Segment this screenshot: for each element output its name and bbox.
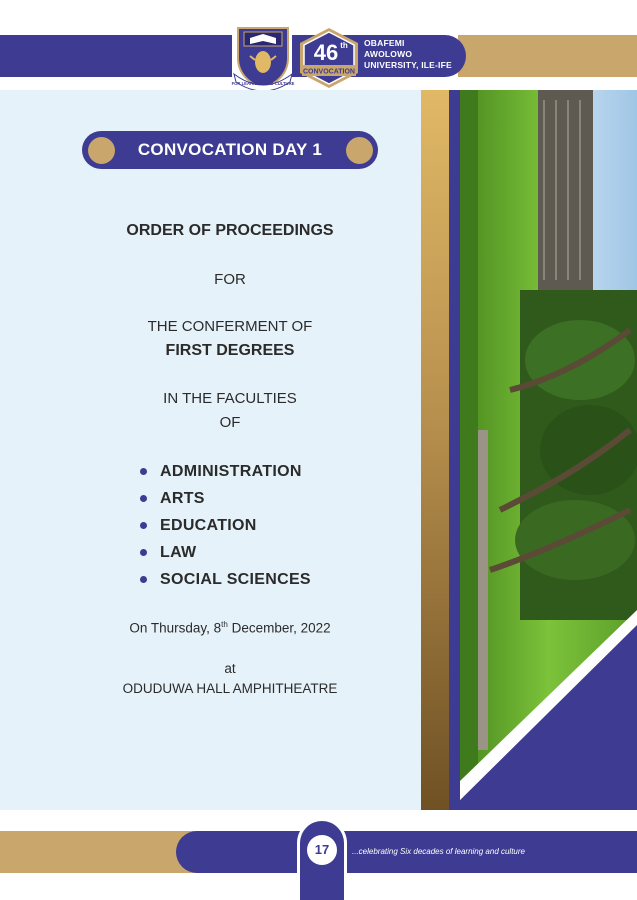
degree-line: FIRST DEGREES xyxy=(165,342,295,359)
faculties-line-1: IN THE FACULTIES xyxy=(163,390,297,407)
university-name-line: UNIVERSITY, ILE-IFE xyxy=(364,60,452,70)
university-name-line: AWOLOWO xyxy=(364,49,413,59)
footer-tagline: ...celebrating Six decades of learning and culture xyxy=(352,847,525,856)
list-item xyxy=(140,512,400,539)
convocation-title: CONVOCATION DAY 1 xyxy=(137,140,323,159)
at-text: at xyxy=(224,661,236,676)
list-item xyxy=(140,485,400,512)
university-crest-icon xyxy=(230,22,296,92)
date-prefix: On Thursday, 8 xyxy=(129,620,222,636)
page-number: 17 xyxy=(307,835,337,865)
anniversary-suffix: th xyxy=(340,41,348,50)
university-name xyxy=(364,38,464,71)
order-heading: ORDER OF PROCEEDINGS xyxy=(126,222,334,239)
navy-stripe xyxy=(449,90,460,810)
faculty-list xyxy=(140,458,400,593)
list-item xyxy=(140,539,400,566)
crest-motto: FOR LEARNING AND CULTURE xyxy=(231,81,295,86)
faculty-name: EDUCATION xyxy=(160,517,257,534)
university-name-line: OBAFEMI xyxy=(364,38,405,48)
faculty-name: ARTS xyxy=(160,490,205,507)
conferment-line: THE CONFERMENT OF xyxy=(147,318,313,335)
content-panel xyxy=(0,90,421,810)
bullet-icon xyxy=(140,495,147,502)
for-text: FOR xyxy=(214,271,246,288)
faculty-name: LAW xyxy=(160,544,197,561)
date-suffix: December, 2022 xyxy=(227,620,331,636)
anniversary-badge-icon xyxy=(296,26,362,90)
bullet-icon xyxy=(140,549,147,556)
bullet-icon xyxy=(140,576,147,583)
event-date xyxy=(0,620,460,636)
header-navy-band xyxy=(0,35,232,77)
gold-stripe xyxy=(421,90,449,810)
pill-right-dot xyxy=(346,137,373,164)
anniversary-label: CONVOCATION xyxy=(303,68,355,76)
faculty-name: SOCIAL SCIENCES xyxy=(160,571,311,588)
faculty-name: ADMINISTRATION xyxy=(160,463,302,480)
date-superscript: th xyxy=(221,620,228,629)
list-item xyxy=(140,458,400,485)
anniversary-number: 46 xyxy=(313,40,339,65)
venue: ODUDUWA HALL AMPHITHEATRE xyxy=(122,681,338,696)
bullet-icon xyxy=(140,522,147,529)
campus-photo xyxy=(460,90,637,810)
list-item xyxy=(140,566,400,593)
faculties-line-2: OF xyxy=(219,414,241,431)
bullet-icon xyxy=(140,468,147,475)
header-gold-band xyxy=(458,35,637,77)
